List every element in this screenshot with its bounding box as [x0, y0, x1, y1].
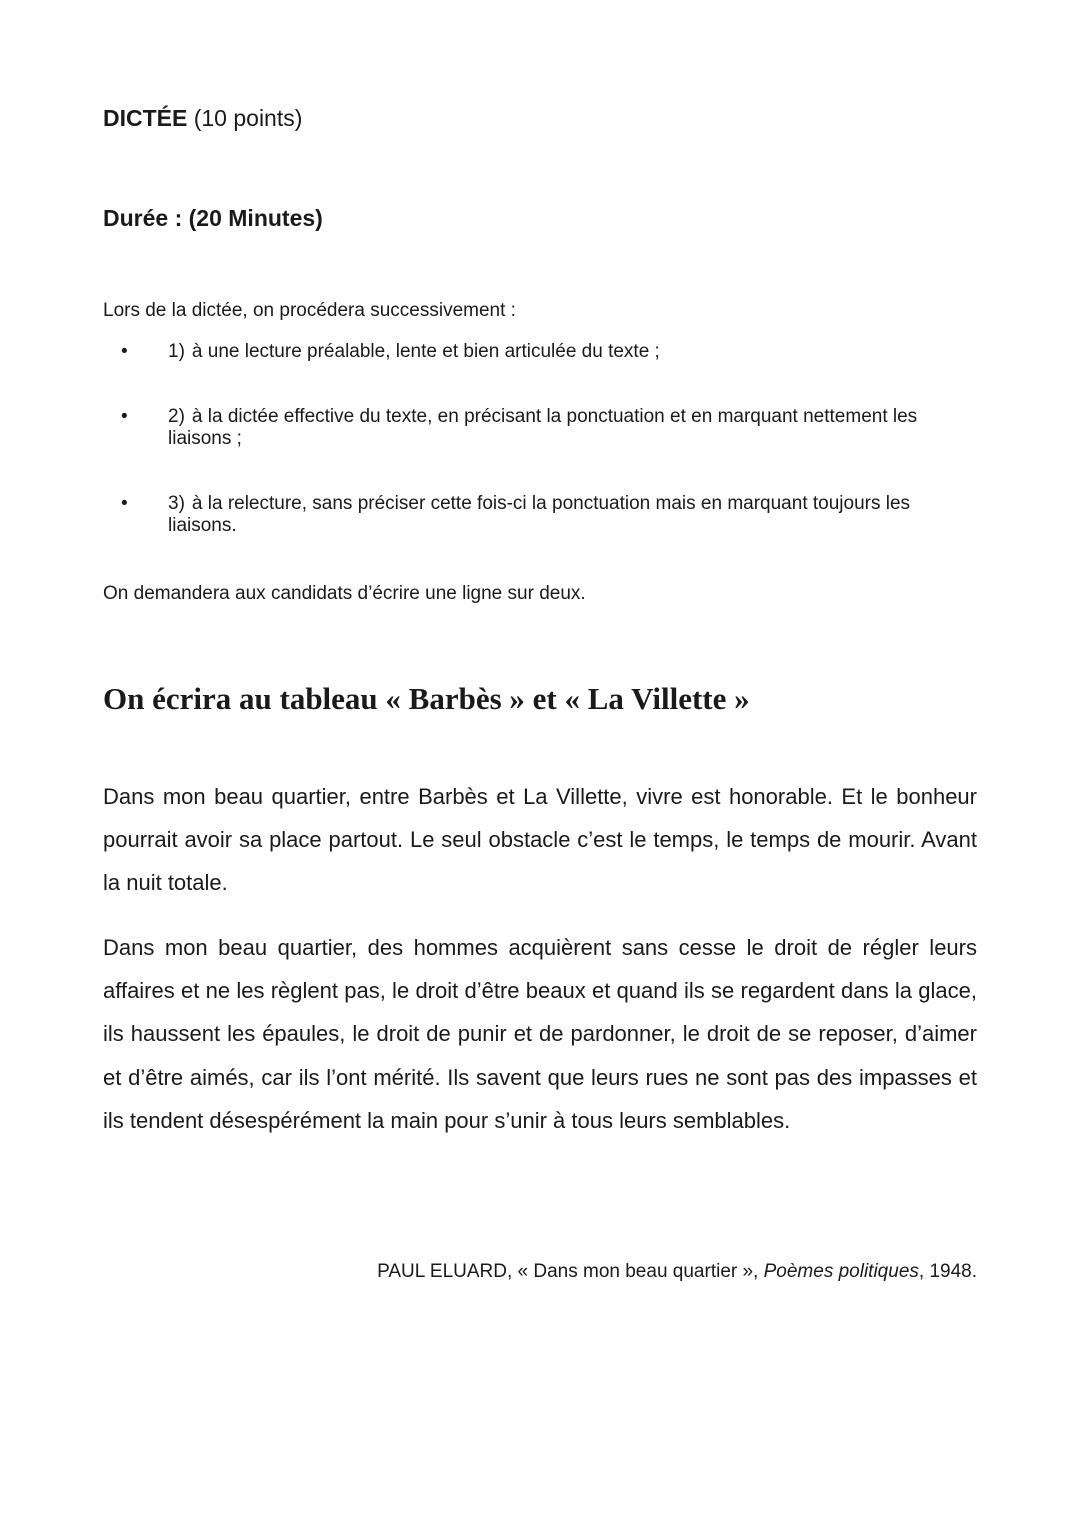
instructions-intro: Lors de la dictée, on procédera successivement : [103, 300, 516, 321]
step-text: à la dictée effective du texte, en précisant la ponctuation et en marquant nettement les liaisons ; [168, 406, 918, 449]
step-text: à une lecture préalable, lente et bien articulée du texte ; [191, 341, 660, 362]
step-text: à la relecture, sans préciser cette fois-ci la ponctuation mais en marquant toujours les liaisons. [168, 493, 911, 536]
step-number: 2) [168, 406, 185, 427]
title-points: (10 points) [187, 105, 303, 131]
instruction-step [103, 341, 983, 363]
bullet-icon: • [121, 406, 128, 427]
instruction-step [103, 493, 983, 537]
instruction-step [103, 406, 983, 450]
dictation-paragraph: Dans mon beau quartier, des hommes acquièrent sans cesse le droit de régler leurs affaires et ne les règlent pas, le droit d’être beaux et quand ils se regardent dans la glace, ils haussent les épaules, le droit de punir et de pardonner, le droit de se reposer, d’aimer et d’être aimés, car ils l’ont mérité. Ils savent que leurs rues ne sont pas des impasses et ils tendent désespérément la main pour s’unir à tous leurs semblables. [103, 935, 977, 1133]
source-citation [103, 1260, 977, 1284]
bullet-icon: • [121, 493, 128, 514]
citation-year: , 1948. [918, 1261, 977, 1282]
candidates-note: On demandera aux candidats d’écrire une ligne sur deux. [103, 583, 586, 604]
step-number: 1) [168, 341, 185, 362]
duration-label: Durée : (20 Minutes) [103, 205, 323, 231]
page-title [103, 104, 302, 132]
citation-collection: Poèmes politiques [763, 1261, 919, 1282]
bullet-icon: • [121, 341, 128, 362]
title-label: DICTÉE [103, 105, 188, 131]
dictation-paragraph: Dans mon beau quartier, entre Barbès et La Villette, vivre est honorable. Et le bonheur pourrait avoir sa place partout. Le seul obstacle c’est le temps, le temps de mourir. Avant la nuit totale. [103, 784, 977, 896]
step-number: 3) [168, 493, 185, 514]
board-heading: On écrira au tableau « Barbès » et « La Villette » [103, 681, 750, 716]
instruction-steps-list [103, 341, 983, 537]
citation-author: PAUL ELUARD, « Dans mon beau quartier », [377, 1261, 764, 1282]
